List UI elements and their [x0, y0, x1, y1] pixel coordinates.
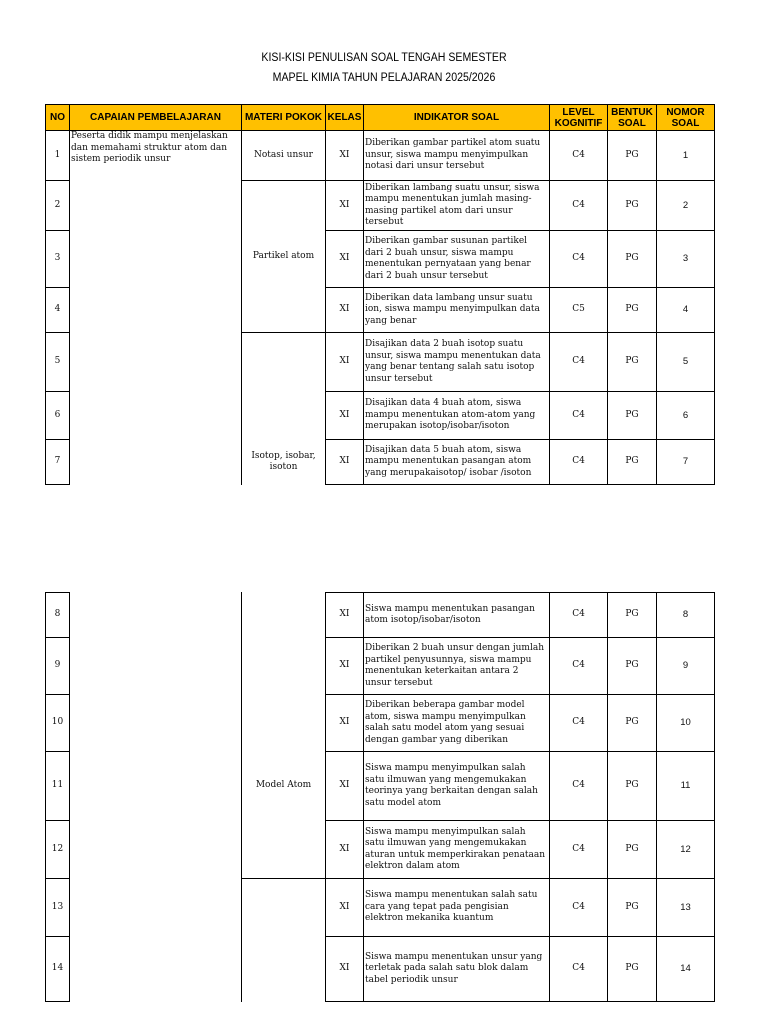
grid-line [714, 130, 715, 485]
header-materi-text: MATERI POKOK [244, 112, 323, 123]
row-level-kognitif: C4 [572, 780, 585, 791]
row-nomor-soal: 7 [682, 456, 689, 468]
grid-line [241, 878, 326, 879]
row-nomor-soal: 8 [682, 609, 689, 621]
row-level-kognitif: C4 [572, 843, 585, 854]
row-bentuk-soal: PG [625, 717, 639, 728]
header-materi [242, 105, 325, 130]
row-kelas: XI [339, 660, 350, 671]
header-indikator [364, 105, 549, 130]
row-indikator: Diberikan 2 buah unsur dengan jumlah partikel penyusunnya, siswa mampu menentukan keterkaitan antara 2 unsur tersebut [365, 643, 545, 688]
row-indikator: Siswa mampu menyimpulkan salah satu ilmuwan yang mengemukakan teorinya yang berkaitan dengan salah satu model atom [365, 763, 538, 808]
materi-notasi-unsur: Notasi unsur [254, 149, 313, 160]
grid-line [69, 104, 70, 131]
header-bentuk-text: SOAL [618, 117, 646, 129]
row-kelas: XI [339, 901, 350, 912]
row-number: 8 [54, 609, 61, 620]
materi-isotop: Isotop, isobar, isoton [251, 450, 316, 472]
row-nomor-soal: 1 [682, 149, 689, 161]
header-nomor-text: SOAL [671, 117, 700, 129]
header-bentuk [608, 105, 656, 130]
row-bentuk-soal: PG [625, 456, 639, 467]
row-nomor-soal: 9 [682, 660, 689, 672]
row-number: 5 [54, 356, 61, 367]
grid-line [607, 104, 608, 131]
row-nomor-soal: 6 [682, 409, 689, 421]
grid-line [241, 104, 242, 131]
row-level-kognitif: C4 [572, 199, 585, 210]
header-indikator-text: INDIKATOR SOAL [413, 112, 500, 123]
grid-line [714, 104, 715, 131]
row-number: 13 [51, 901, 64, 912]
row-kelas: XI [339, 456, 350, 467]
header-level-text: KOGNITIF [554, 117, 603, 129]
header-kelas [326, 105, 363, 130]
header-nomor-text: NOMOR [666, 106, 705, 118]
grid-line [45, 1001, 70, 1002]
row-kelas: XI [339, 253, 350, 264]
header-level [550, 105, 607, 130]
row-number: 2 [54, 199, 61, 210]
row-level-kognitif: C4 [572, 609, 585, 620]
row-level-kognitif: C4 [572, 660, 585, 671]
row-bentuk-soal: PG [625, 660, 639, 671]
row-bentuk-soal: PG [625, 901, 639, 912]
row-level-kognitif: C4 [572, 901, 585, 912]
grid-line [656, 104, 657, 131]
grid-line [45, 104, 46, 131]
row-kelas: XI [339, 963, 350, 974]
header-capaian-text: CAPAIAN PEMBELAJARAN [90, 112, 221, 123]
grid-line [45, 484, 70, 485]
row-number: 7 [54, 456, 61, 467]
header-no [46, 105, 69, 130]
row-bentuk-soal: PG [625, 409, 639, 420]
row-bentuk-soal: PG [625, 780, 639, 791]
grid-line [325, 104, 326, 131]
header-nomor [657, 105, 714, 130]
capaian-pembelajaran: Peserta didik mampu menjelaskan dan memahami struktur atom dan sistem periodik unsur [71, 131, 228, 164]
row-kelas: XI [339, 780, 350, 791]
row-kelas: XI [339, 356, 350, 367]
row-kelas: XI [339, 199, 350, 210]
row-indikator: Diberikan lambang suatu unsur, siswa mampu menentukan jumlah masing-masing partikel atom dari unsur tersebut [365, 182, 540, 227]
row-number: 11 [51, 780, 64, 791]
row-number: 6 [54, 409, 61, 420]
row-bentuk-soal: PG [625, 609, 639, 620]
row-number: 10 [51, 717, 64, 728]
row-level-kognitif: C4 [572, 356, 585, 367]
row-bentuk-soal: PG [625, 356, 639, 367]
row-kelas: XI [339, 717, 350, 728]
header-capaian [70, 105, 241, 130]
row-indikator: Siswa mampu menentukan unsur yang terletak pada salah satu blok dalam tabel periodik unsur [365, 951, 543, 985]
row-indikator: Diberikan data lambang unsur suatu ion, siswa mampu menyimpulkan data yang benar [365, 292, 540, 326]
row-nomor-soal: 4 [682, 304, 689, 316]
row-kelas: XI [339, 149, 350, 160]
row-nomor-soal: 3 [682, 253, 689, 265]
row-kelas: XI [339, 609, 350, 620]
row-indikator: Siswa mampu menentukan pasangan atom isotop/isobar/isoton [365, 603, 535, 625]
materi-model-atom: Model Atom [255, 780, 312, 791]
row-level-kognitif: C4 [572, 253, 585, 264]
row-level-kognitif: C4 [572, 456, 585, 467]
row-indikator: Siswa mampu menentukan salah satu cara yang tepat pada pengisian elektron mekanika kuantum [365, 890, 538, 924]
row-nomor-soal: 10 [680, 717, 691, 729]
grid-line [714, 592, 715, 1002]
materi-partikel-atom: Partikel atom [252, 250, 315, 261]
row-indikator: Siswa mampu menyimpulkan salah satu ilmuwan yang mengemukakan aturan untuk memperkirakan penataan elektron dalam atom [365, 826, 546, 871]
grid-line [45, 104, 715, 105]
row-number: 1 [54, 149, 61, 160]
row-bentuk-soal: PG [625, 253, 639, 264]
row-number: 9 [54, 660, 61, 671]
row-number: 12 [51, 843, 64, 854]
row-kelas: XI [339, 409, 350, 420]
grid-line [325, 484, 715, 485]
row-indikator: Disajikan data 4 buah atom, siswa mampu menentukan atom-atom yang merupakan isotop/isobar/isoton [365, 398, 536, 432]
row-nomor-soal: 11 [680, 780, 691, 792]
document-subtitle: MAPEL KIMIA TAHUN PELAJARAN 2025/2026 [272, 72, 496, 84]
row-indikator: Disajikan data 2 buah isotop suatu unsur, siswa mampu menentukan data yang benar tentang salah satu isotop unsur tersebut [365, 339, 541, 384]
row-number: 3 [54, 253, 61, 264]
row-indikator: Diberikan beberapa gambar model atom, siswa mampu menyimpulkan salah satu model atom yang sesuai dengan gambar yang diberikan [365, 700, 526, 745]
grid-line [325, 1001, 715, 1002]
row-bentuk-soal: PG [625, 149, 639, 160]
grid-line [549, 104, 550, 131]
grid-line [363, 104, 364, 131]
row-nomor-soal: 14 [680, 963, 691, 975]
row-level-kognitif: C4 [572, 149, 585, 160]
header-no-text: NO [50, 112, 65, 123]
row-nomor-soal: 12 [680, 843, 691, 855]
row-bentuk-soal: PG [625, 963, 639, 974]
grid-line [69, 130, 70, 485]
row-nomor-soal: 2 [682, 199, 689, 211]
header-bentuk-text: BENTUK [611, 106, 653, 118]
row-kelas: XI [339, 304, 350, 315]
document-title: KISI-KISI PENULISAN SOAL TENGAH SEMESTER [261, 52, 507, 64]
row-number: 4 [54, 304, 61, 315]
row-level-kognitif: C4 [572, 409, 585, 420]
row-level-kognitif: C4 [572, 717, 585, 728]
header-level-text: LEVEL [562, 106, 595, 118]
row-number: 14 [51, 963, 64, 974]
row-nomor-soal: 5 [682, 356, 689, 368]
row-level-kognitif: C5 [572, 304, 585, 315]
row-level-kognitif: C4 [572, 963, 585, 974]
row-kelas: XI [339, 843, 350, 854]
row-indikator: Diberikan gambar susunan partikel dari 2 buah unsur, siswa mampu menentukan pernyataan yang benar dari 2 buah unsur tersebut [365, 236, 531, 281]
row-bentuk-soal: PG [625, 304, 639, 315]
row-nomor-soal: 13 [680, 901, 691, 913]
grid-line [69, 592, 70, 1002]
row-indikator: Disajikan data 5 buah atom, siswa mampu menentukan pasangan atom yang merupakaisotop/ isobar /isoton [365, 444, 532, 478]
row-indikator: Diberikan gambar partikel atom suatu unsur, siswa mampu menyimpulkan notasi dari unsur tersebut [365, 138, 541, 172]
header-kelas-text: KELAS [327, 112, 362, 123]
row-bentuk-soal: PG [625, 843, 639, 854]
row-bentuk-soal: PG [625, 199, 639, 210]
grid-line [241, 332, 326, 333]
